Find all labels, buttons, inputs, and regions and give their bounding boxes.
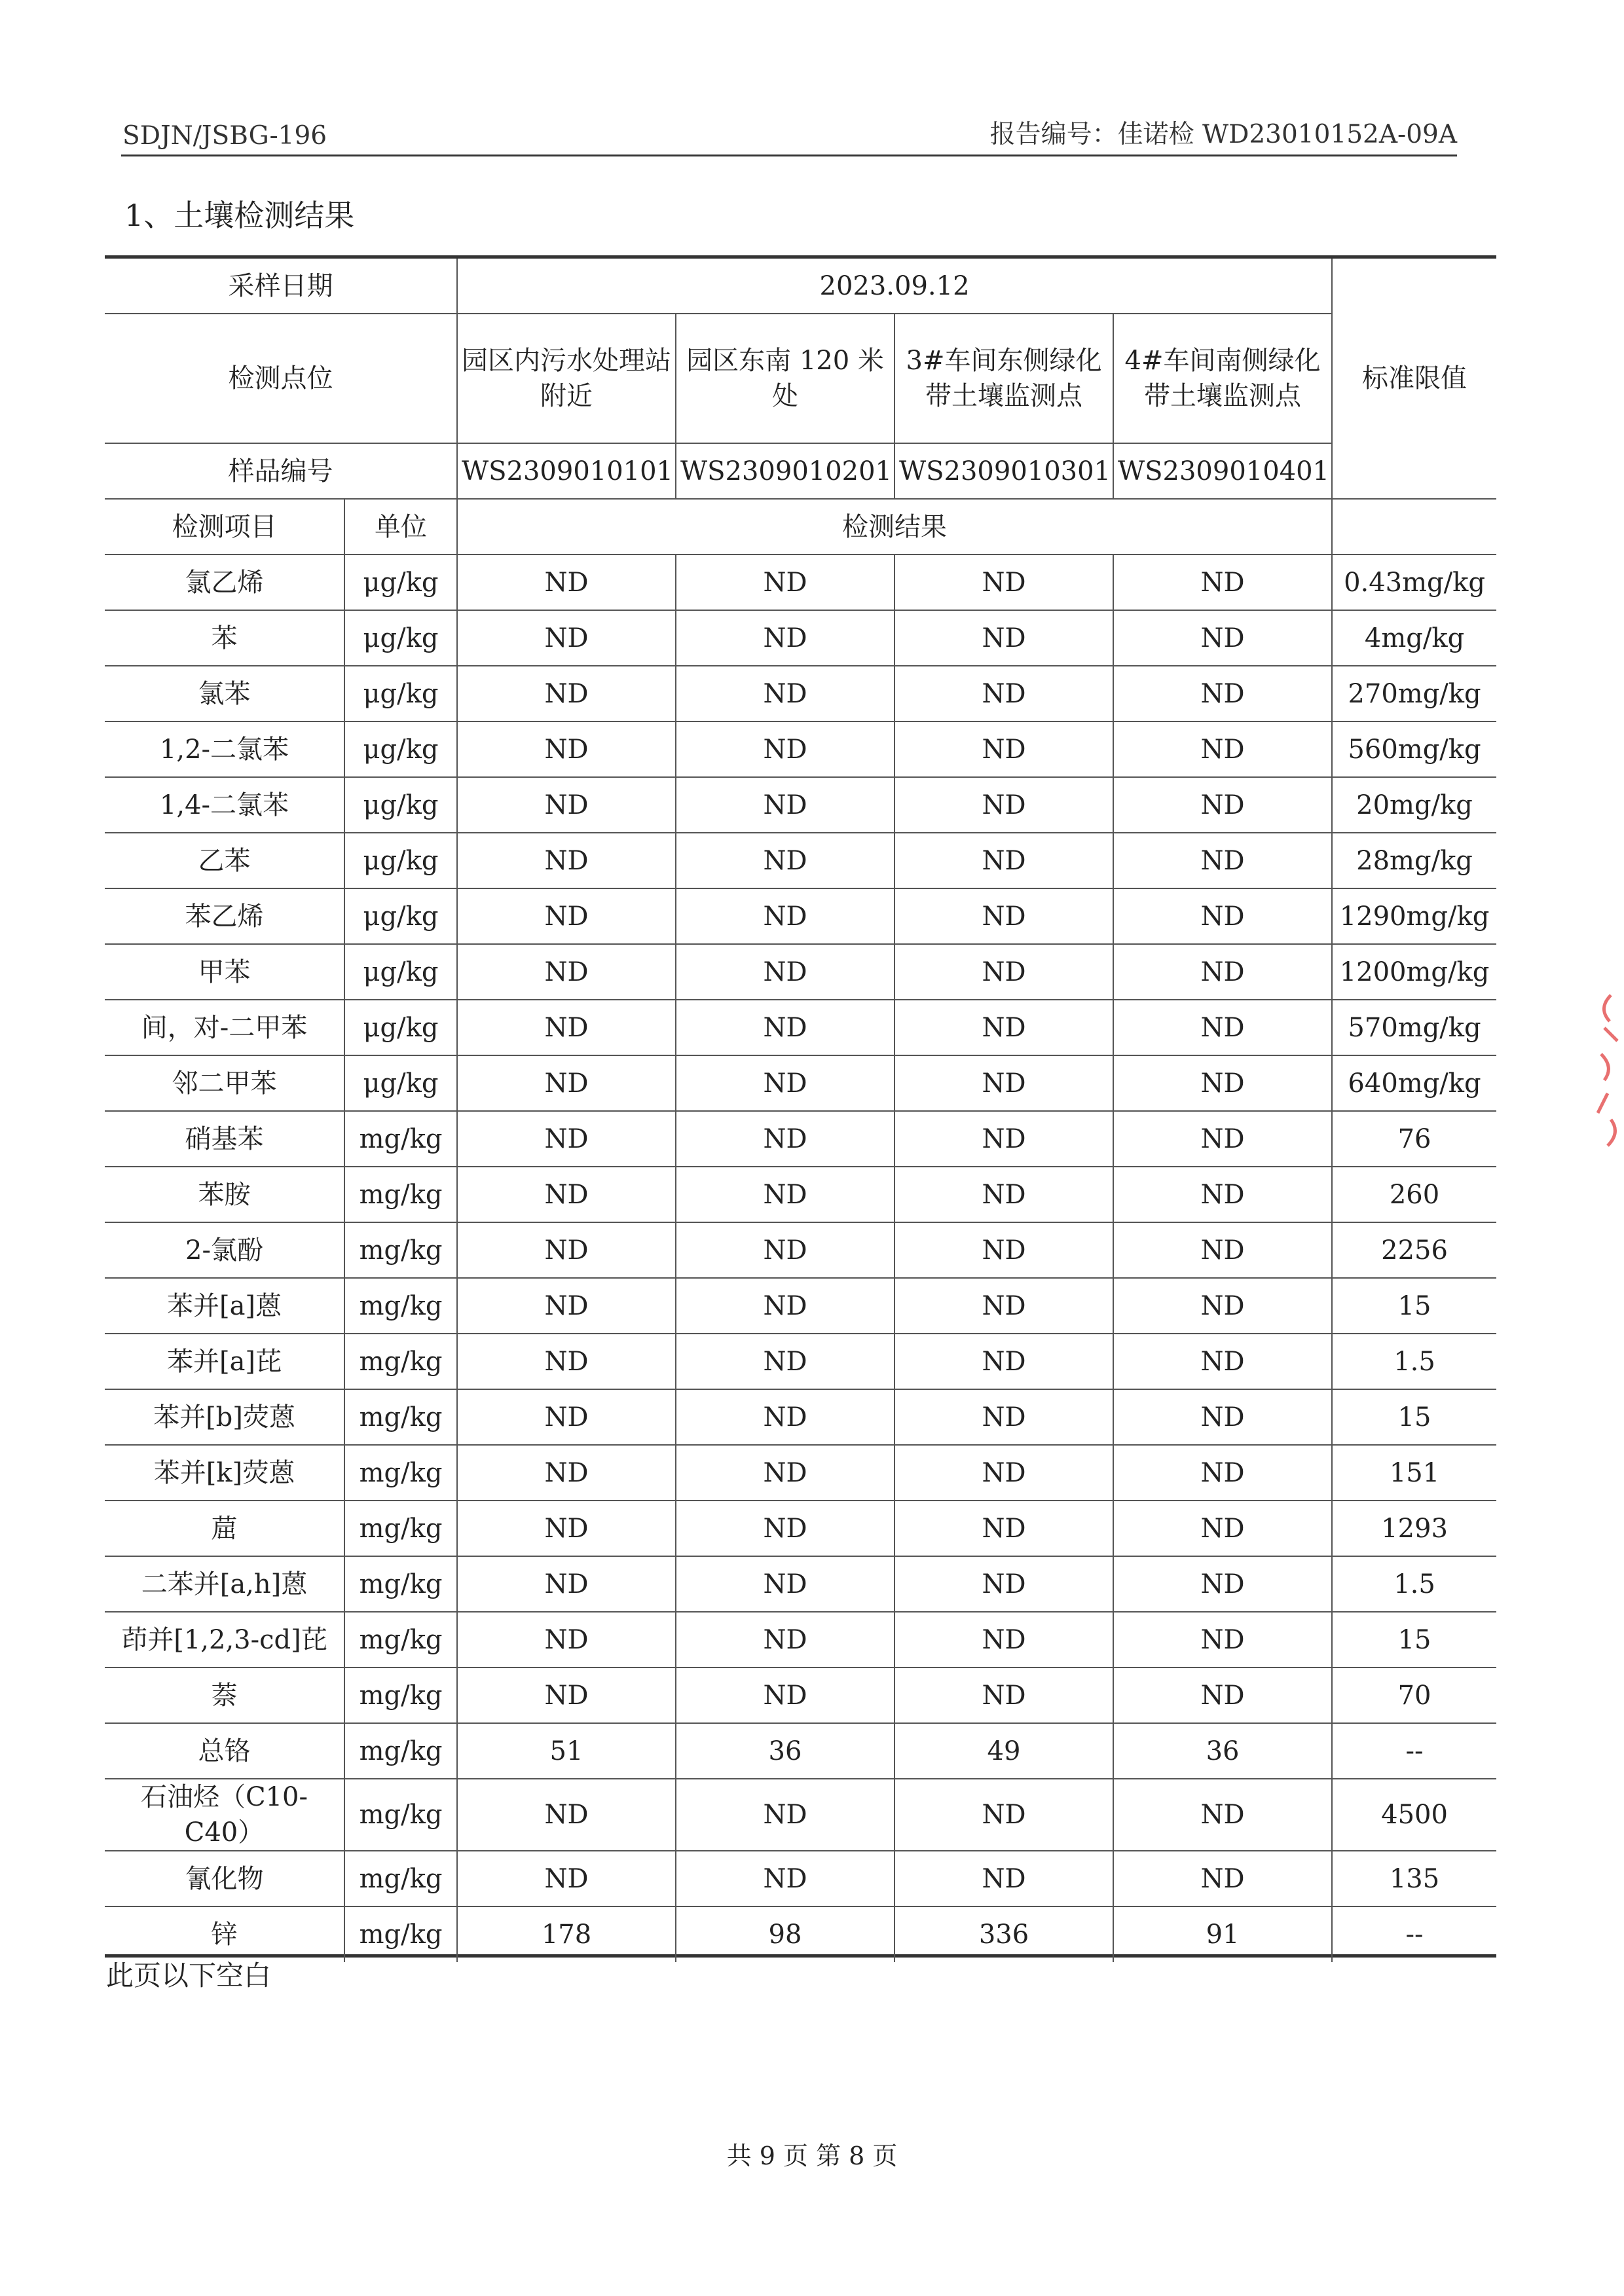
result-value: ND xyxy=(676,888,895,944)
table-row xyxy=(105,610,1496,666)
standard-limit: 270mg/kg xyxy=(1332,666,1496,721)
result-value: ND xyxy=(676,777,895,833)
report-number: 报告编号：佳诺检 WD23010152A-09A xyxy=(989,120,1457,149)
result-value: 51 xyxy=(457,1723,676,1779)
result-value: ND xyxy=(676,833,895,888)
result-value: ND xyxy=(895,721,1113,777)
test-item: 苯并[k]荧蒽 xyxy=(105,1445,344,1501)
result-value: ND xyxy=(1113,1851,1332,1906)
page-footer: 共 9 页 第 8 页 xyxy=(726,2141,898,2170)
unit: μg/kg xyxy=(344,777,457,833)
result-value: ND xyxy=(1113,1111,1332,1167)
result-value: ND xyxy=(895,833,1113,888)
standard-limit: 2256 xyxy=(1332,1222,1496,1278)
result-value: ND xyxy=(676,666,895,721)
result-value: ND xyxy=(676,1389,895,1445)
result-value: ND xyxy=(676,1851,895,1906)
location-1: 园区内污水处理站附近 xyxy=(457,314,676,443)
test-item: 苯乙烯 xyxy=(105,888,344,944)
unit: μg/kg xyxy=(344,610,457,666)
result-value: ND xyxy=(895,944,1113,1000)
table-row xyxy=(105,833,1496,888)
result-value: ND xyxy=(457,1667,676,1723)
test-item: 䓛 xyxy=(105,1501,344,1556)
test-item: 邻二甲苯 xyxy=(105,1055,344,1111)
standard-limit: 70 xyxy=(1332,1667,1496,1723)
unit: μg/kg xyxy=(344,555,457,610)
test-item: 萘 xyxy=(105,1667,344,1723)
result-value: 91 xyxy=(1113,1906,1332,1962)
test-item: 氰化物 xyxy=(105,1851,344,1906)
result-value: ND xyxy=(676,1779,895,1851)
result-value: ND xyxy=(1113,610,1332,666)
result-value: ND xyxy=(457,610,676,666)
result-value: 98 xyxy=(676,1906,895,1962)
result-value: ND xyxy=(1113,1445,1332,1501)
result-value: ND xyxy=(895,610,1113,666)
result-value: ND xyxy=(895,1334,1113,1389)
test-item: 总铬 xyxy=(105,1723,344,1779)
unit: mg/kg xyxy=(344,1445,457,1501)
result-value: ND xyxy=(895,1167,1113,1222)
result-value: ND xyxy=(895,777,1113,833)
standard-limit: -- xyxy=(1332,1723,1496,1779)
standard-limit: 151 xyxy=(1332,1445,1496,1501)
result-value: ND xyxy=(676,1501,895,1556)
result-value: ND xyxy=(676,721,895,777)
result-value: ND xyxy=(676,610,895,666)
result-value: ND xyxy=(676,1334,895,1389)
test-item: 氯乙烯 xyxy=(105,555,344,610)
result-value: ND xyxy=(895,1556,1113,1612)
sampling-date-row xyxy=(105,259,1496,314)
result-value: ND xyxy=(457,1851,676,1906)
result-value: ND xyxy=(676,1167,895,1222)
table-row xyxy=(105,777,1496,833)
result-value: ND xyxy=(457,1055,676,1111)
result-value: ND xyxy=(1113,1556,1332,1612)
standard-limit: 4500 xyxy=(1332,1779,1496,1851)
table-row xyxy=(105,1779,1496,1851)
table-row xyxy=(105,1906,1496,1962)
result-value: ND xyxy=(895,1222,1113,1278)
unit: μg/kg xyxy=(344,888,457,944)
result-value: ND xyxy=(895,1389,1113,1445)
soil-results-table xyxy=(105,259,1496,1962)
test-item: 二苯并[a,h]蒽 xyxy=(105,1556,344,1612)
table-row xyxy=(105,1000,1496,1055)
standard-limit-header: 标准限值 xyxy=(1332,259,1496,499)
result-value: ND xyxy=(457,1779,676,1851)
result-value: ND xyxy=(895,555,1113,610)
standard-limit: 28mg/kg xyxy=(1332,833,1496,888)
result-value: ND xyxy=(1113,1334,1332,1389)
unit: mg/kg xyxy=(344,1779,457,1851)
test-item: 苯并[a]芘 xyxy=(105,1334,344,1389)
result-value: ND xyxy=(895,1111,1113,1167)
result-value: ND xyxy=(457,833,676,888)
doc-code: SDJN/JSBG-196 xyxy=(122,121,327,151)
unit: mg/kg xyxy=(344,1556,457,1612)
result-value: ND xyxy=(1113,721,1332,777)
result-value: ND xyxy=(895,1278,1113,1334)
result-value: ND xyxy=(457,777,676,833)
standard-limit: 20mg/kg xyxy=(1332,777,1496,833)
standard-limit: 76 xyxy=(1332,1111,1496,1167)
result-value: 36 xyxy=(1113,1723,1332,1779)
unit: μg/kg xyxy=(344,1055,457,1111)
result-value: ND xyxy=(895,1667,1113,1723)
page-header xyxy=(121,111,1457,156)
table-row xyxy=(105,888,1496,944)
test-item: 1,2-二氯苯 xyxy=(105,721,344,777)
result-value: ND xyxy=(457,1278,676,1334)
sampling-date-label: 采样日期 xyxy=(105,259,457,314)
result-value: ND xyxy=(1113,833,1332,888)
unit: mg/kg xyxy=(344,1111,457,1167)
unit: mg/kg xyxy=(344,1501,457,1556)
test-item: 间，对-二甲苯 xyxy=(105,1000,344,1055)
sample-number-3: WS2309010301 xyxy=(895,443,1113,499)
table-row xyxy=(105,1851,1496,1906)
standard-limit: 15 xyxy=(1332,1278,1496,1334)
standard-limit: 0.43mg/kg xyxy=(1332,555,1496,610)
unit: mg/kg xyxy=(344,1334,457,1389)
location-4: 4#车间南侧绿化带土壤监测点 xyxy=(1113,314,1332,443)
result-value: ND xyxy=(457,1222,676,1278)
result-value: ND xyxy=(457,1111,676,1167)
standard-limit: 4mg/kg xyxy=(1332,610,1496,666)
limit-header-spacer xyxy=(1332,499,1496,555)
result-value: ND xyxy=(895,888,1113,944)
result-value: ND xyxy=(457,1445,676,1501)
result-value: ND xyxy=(895,1779,1113,1851)
standard-limit: 15 xyxy=(1332,1389,1496,1445)
result-value: ND xyxy=(1113,1612,1332,1667)
result-value: ND xyxy=(676,1445,895,1501)
standard-limit: 135 xyxy=(1332,1851,1496,1906)
column-header-row xyxy=(105,499,1496,555)
unit: mg/kg xyxy=(344,1389,457,1445)
result-value: ND xyxy=(457,1000,676,1055)
table-row xyxy=(105,1278,1496,1334)
result-value: ND xyxy=(676,1222,895,1278)
result-value: ND xyxy=(676,1055,895,1111)
test-item: 硝基苯 xyxy=(105,1111,344,1167)
test-item: 苯 xyxy=(105,610,344,666)
result-value: ND xyxy=(1113,1000,1332,1055)
test-item: 1,4-二氯苯 xyxy=(105,777,344,833)
unit: μg/kg xyxy=(344,721,457,777)
result-value: ND xyxy=(457,1501,676,1556)
result-value: ND xyxy=(457,1612,676,1667)
result-value: ND xyxy=(457,1334,676,1389)
result-value: ND xyxy=(895,1055,1113,1111)
result-value: ND xyxy=(1113,1501,1332,1556)
standard-limit: 1293 xyxy=(1332,1501,1496,1556)
sample-number-label: 样品编号 xyxy=(105,443,457,499)
location-row xyxy=(105,314,1496,443)
unit-header: 单位 xyxy=(344,499,457,555)
location-2: 园区东南 120 米处 xyxy=(676,314,895,443)
unit: μg/kg xyxy=(344,1000,457,1055)
result-value: ND xyxy=(457,1167,676,1222)
sample-number-2: WS2309010201 xyxy=(676,443,895,499)
location-label: 检测点位 xyxy=(105,314,457,443)
standard-limit: 560mg/kg xyxy=(1332,721,1496,777)
table-row xyxy=(105,1501,1496,1556)
result-value: 178 xyxy=(457,1906,676,1962)
table-row xyxy=(105,1445,1496,1501)
table-row xyxy=(105,944,1496,1000)
table-row xyxy=(105,1055,1496,1111)
result-value: ND xyxy=(457,944,676,1000)
unit: mg/kg xyxy=(344,1906,457,1962)
result-value: ND xyxy=(895,1445,1113,1501)
unit: mg/kg xyxy=(344,1222,457,1278)
blank-below-note: 此页以下空白 xyxy=(106,1959,272,1992)
unit: μg/kg xyxy=(344,666,457,721)
standard-limit: 15 xyxy=(1332,1612,1496,1667)
unit: mg/kg xyxy=(344,1667,457,1723)
result-value: 36 xyxy=(676,1723,895,1779)
test-item: 石油烃（C10-C40） xyxy=(105,1779,344,1851)
result-value: ND xyxy=(1113,1167,1332,1222)
result-value: ND xyxy=(1113,777,1332,833)
result-value: ND xyxy=(1113,1055,1332,1111)
result-value: ND xyxy=(676,1111,895,1167)
standard-limit: 1200mg/kg xyxy=(1332,944,1496,1000)
table-row xyxy=(105,1334,1496,1389)
unit: mg/kg xyxy=(344,1723,457,1779)
result-value: ND xyxy=(1113,1278,1332,1334)
result-value: ND xyxy=(676,1612,895,1667)
soil-results-table-wrapper xyxy=(105,255,1496,1958)
result-value: 49 xyxy=(895,1723,1113,1779)
result-value: ND xyxy=(895,1612,1113,1667)
table-row xyxy=(105,1167,1496,1222)
table-row xyxy=(105,721,1496,777)
result-value: ND xyxy=(457,888,676,944)
test-item: 苯并[a]蒽 xyxy=(105,1278,344,1334)
test-item: 茚并[1,2,3-cd]芘 xyxy=(105,1612,344,1667)
test-item: 锌 xyxy=(105,1906,344,1962)
result-value: ND xyxy=(676,1000,895,1055)
unit: mg/kg xyxy=(344,1167,457,1222)
sample-number-1: WS2309010101 xyxy=(457,443,676,499)
result-value: ND xyxy=(895,1000,1113,1055)
result-value: 336 xyxy=(895,1906,1113,1962)
result-value: ND xyxy=(895,1851,1113,1906)
location-3: 3#车间东侧绿化带土壤监测点 xyxy=(895,314,1113,443)
table-row xyxy=(105,1389,1496,1445)
sample-number-4: WS2309010401 xyxy=(1113,443,1332,499)
result-value: ND xyxy=(1113,1389,1332,1445)
sample-number-row xyxy=(105,443,1496,499)
unit: mg/kg xyxy=(344,1612,457,1667)
standard-limit: 1.5 xyxy=(1332,1556,1496,1612)
table-row xyxy=(105,1111,1496,1167)
result-value: ND xyxy=(1113,666,1332,721)
result-value: ND xyxy=(1113,1779,1332,1851)
test-item: 乙苯 xyxy=(105,833,344,888)
test-item: 氯苯 xyxy=(105,666,344,721)
sampling-date-value: 2023.09.12 xyxy=(457,259,1332,314)
result-value: ND xyxy=(676,555,895,610)
result-value: ND xyxy=(457,1389,676,1445)
table-row xyxy=(105,666,1496,721)
result-value: ND xyxy=(1113,555,1332,610)
standard-limit: 570mg/kg xyxy=(1332,1000,1496,1055)
standard-limit: 1.5 xyxy=(1332,1334,1496,1389)
table-row xyxy=(105,1556,1496,1612)
standard-limit: -- xyxy=(1332,1906,1496,1962)
result-header: 检测结果 xyxy=(457,499,1332,555)
result-value: ND xyxy=(1113,1667,1332,1723)
test-item: 苯并[b]荧蒽 xyxy=(105,1389,344,1445)
table-row xyxy=(105,1723,1496,1779)
result-value: ND xyxy=(457,555,676,610)
section-title: 1、土壤检测结果 xyxy=(124,198,355,233)
table-row xyxy=(105,1612,1496,1667)
result-value: ND xyxy=(1113,944,1332,1000)
result-value: ND xyxy=(676,1667,895,1723)
item-header: 检测项目 xyxy=(105,499,344,555)
standard-limit: 1290mg/kg xyxy=(1332,888,1496,944)
result-value: ND xyxy=(895,1501,1113,1556)
unit: mg/kg xyxy=(344,1278,457,1334)
result-value: ND xyxy=(676,1556,895,1612)
standard-limit: 640mg/kg xyxy=(1332,1055,1496,1111)
result-value: ND xyxy=(676,944,895,1000)
result-value: ND xyxy=(895,666,1113,721)
result-value: ND xyxy=(1113,1222,1332,1278)
test-item: 苯胺 xyxy=(105,1167,344,1222)
unit: mg/kg xyxy=(344,1851,457,1906)
table-row xyxy=(105,555,1496,610)
result-value: ND xyxy=(676,1278,895,1334)
table-row xyxy=(105,1667,1496,1723)
test-item: 甲苯 xyxy=(105,944,344,1000)
unit: μg/kg xyxy=(344,944,457,1000)
red-stamp-edge xyxy=(1585,982,1624,1178)
standard-limit: 260 xyxy=(1332,1167,1496,1222)
table-row xyxy=(105,1222,1496,1278)
result-value: ND xyxy=(457,1556,676,1612)
test-item: 2-氯酚 xyxy=(105,1222,344,1278)
unit: μg/kg xyxy=(344,833,457,888)
result-value: ND xyxy=(1113,888,1332,944)
result-value: ND xyxy=(457,721,676,777)
result-value: ND xyxy=(457,666,676,721)
